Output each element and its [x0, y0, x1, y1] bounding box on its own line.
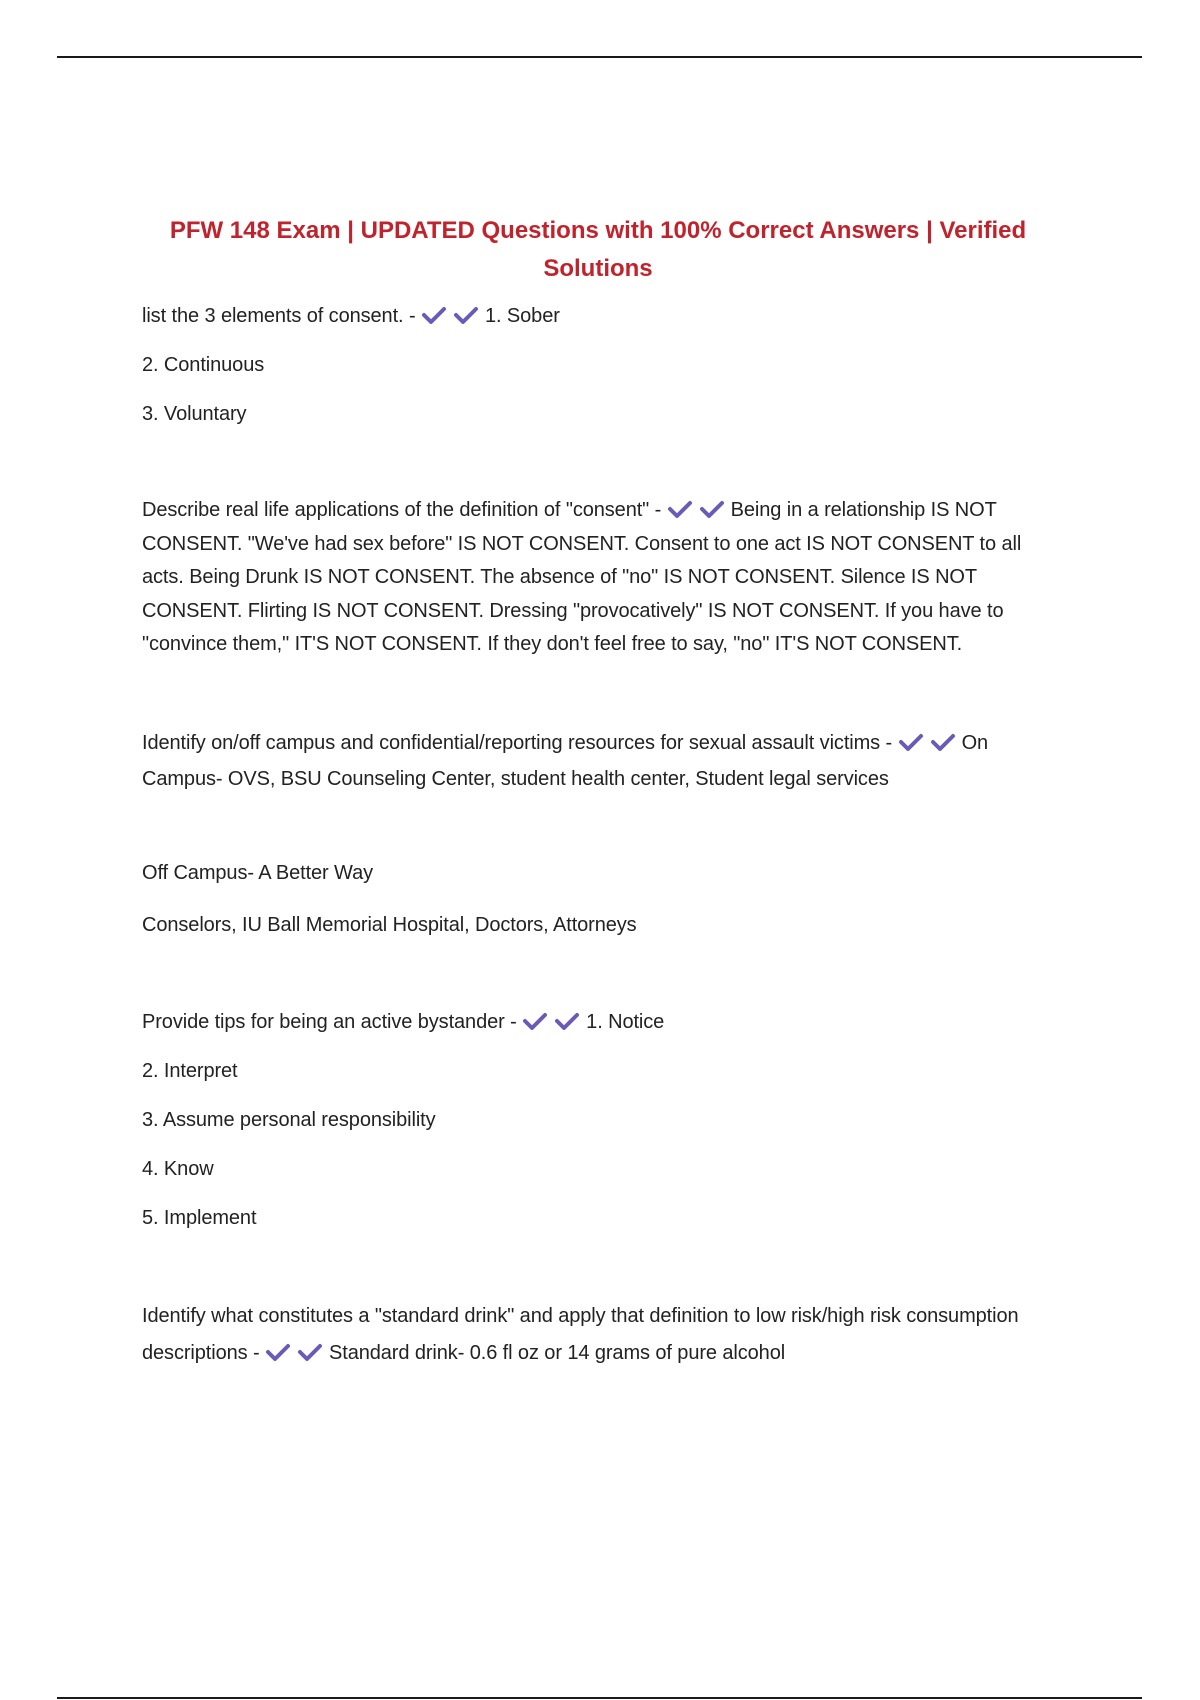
checkmark-icon [898, 732, 924, 752]
question-text: Provide tips for being an active bystander - [142, 1010, 517, 1033]
qa-line [142, 494, 1054, 662]
answer-line: Conselors, IU Ball Memorial Hospital, Doctors, Attorneys [142, 913, 637, 936]
answer-text: Standard drink- 0.6 fl oz or 14 grams of pure alcohol [329, 1341, 786, 1364]
checkmarks [265, 1335, 329, 1372]
qa-line [142, 300, 1054, 333]
question-text: Describe real life applications of the definition of "consent" - [142, 499, 662, 521]
answer-line: Off Campus- A Better Way [142, 861, 374, 884]
qa-line [142, 1298, 1054, 1372]
answer-line: 5. Implement [142, 1206, 257, 1229]
checkmarks [522, 1006, 586, 1039]
question-text: list the 3 elements of consent. - [142, 305, 416, 327]
answer-text: 1. Sober [484, 305, 560, 327]
checkmark-icon [421, 305, 447, 325]
qa-entry-standard-drink [142, 1298, 1054, 1372]
answer-line: 2. Interpret [142, 1059, 238, 1082]
question-text: Identify on/off campus and confidential/reporting resources for sexual assault victims - [142, 731, 893, 754]
answer-text: 1. Notice [586, 1010, 665, 1033]
answer-line: 2. Continuous [142, 354, 265, 376]
answer-text: Being in a relationship IS NOT CONSENT. "We've had sex before" IS NOT CONSENT. Consent to one act IS NOT CONSENT to all acts. Being Drunk IS NOT CONSENT. The absence of "no" IS NOT CONSENT. Silence IS NOT CONSENT. Flirting IS NOT CONSENT. Dressing "provocatively" IS NOT CONSENT. If you have to "convince them," IT'S NOT CONSENT. If they don't feel free to say, "no" IT'S NOT CONSENT. [142, 499, 1022, 655]
checkmarks [898, 725, 962, 761]
header-rule [57, 56, 1142, 58]
checkmark-icon [522, 1011, 548, 1031]
answer-line: 4. Know [142, 1157, 214, 1180]
checkmark-icon [453, 305, 479, 325]
answer-line: 3. Voluntary [142, 403, 247, 425]
qa-line [142, 1006, 1054, 1039]
qa-entry-consent-applications [142, 494, 1054, 662]
checkmarks [667, 494, 731, 528]
qa-entry-consent-elements [142, 300, 1054, 431]
document-body [142, 212, 1054, 1372]
answer-text: On Campus- OVS, BSU Counseling Center, student health center, Student legal services [142, 731, 989, 790]
qa-entry-bystander [142, 1006, 1054, 1235]
footer-rule [57, 1697, 1142, 1699]
checkmark-icon [930, 732, 956, 752]
answer-line: 3. Assume personal responsibility [142, 1108, 436, 1131]
checkmark-icon [667, 499, 693, 519]
checkmark-icon [699, 499, 725, 519]
checkmark-icon [297, 1342, 323, 1362]
qa-entry-resources [142, 725, 1054, 943]
checkmark-icon [265, 1342, 291, 1362]
checkmarks [421, 300, 485, 333]
qa-line [142, 725, 1054, 797]
question-text: Identify what constitutes a "standard drink" and apply that definition to low risk/high risk consumption descriptions - [142, 1304, 1019, 1364]
checkmark-icon [554, 1011, 580, 1031]
document-title: PFW 148 Exam | UPDATED Questions with 100% Correct Answers | Verified Solutions [169, 217, 1027, 282]
